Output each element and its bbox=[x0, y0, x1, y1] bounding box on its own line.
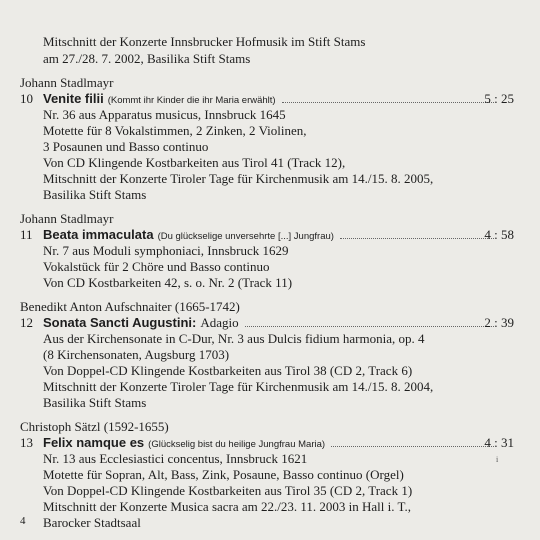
detail-line: Barocker Stadtsaal bbox=[43, 515, 141, 530]
detail-line: Mitschnitt der Konzerte Musica sacra am 22./23. 11. 2003 in Hall i. T., bbox=[43, 499, 412, 514]
dot-leader bbox=[245, 326, 494, 327]
track-duration: 4 : 58 bbox=[484, 227, 514, 242]
page-number: 4 bbox=[20, 515, 26, 527]
track-number: 10 bbox=[20, 91, 33, 106]
track-title-row bbox=[0, 315, 540, 331]
track-title: Venite filii bbox=[43, 91, 104, 106]
detail-line: Motette für Sopran, Alt, Bass, Zink, Posaune, Basso continuo (Orgel) bbox=[43, 467, 404, 482]
track-duration: 4 : 31 bbox=[484, 435, 514, 450]
detail-line: Vokalstück für 2 Chöre und Basso continuo bbox=[43, 259, 270, 274]
track-title-row bbox=[0, 435, 540, 451]
detail-line: Nr. 13 aus Ecclesiastici concentus, Innsbruck 1621 bbox=[43, 451, 308, 466]
track-title-row bbox=[0, 91, 540, 107]
track-subtitle: (Glückselig bist du heilige Jungfrau Maria) bbox=[148, 439, 326, 450]
track-subtitle: (Kommt ihr Kinder die ihr Maria erwählt) bbox=[107, 95, 276, 106]
track-duration: 2 : 39 bbox=[484, 315, 514, 330]
track-subtitle: (Du glückselige unversehrte [...] Jungfrau) bbox=[157, 231, 334, 242]
dot-leader bbox=[331, 446, 494, 447]
track-title-row bbox=[0, 227, 540, 243]
track-subtitle: Adagio bbox=[200, 315, 239, 330]
detail-line: (8 Kirchensonaten, Augsburg 1703) bbox=[43, 347, 230, 362]
detail-line: Von CD Klingende Kostbarkeiten aus Tirol 41 (Track 12), bbox=[43, 155, 346, 170]
detail-line: Von CD Kostbarkeiten 42, s. o. Nr. 2 (Track 11) bbox=[43, 275, 293, 290]
detail-line: Motette für 8 Vokalstimmen, 2 Zinken, 2 Violinen, bbox=[43, 123, 307, 138]
margin-mark: i bbox=[496, 455, 499, 464]
detail-line: Mitschnitt der Konzerte Tiroler Tage für Kirchenmusik am 14./15. 8. 2004, bbox=[43, 379, 434, 394]
detail-line: Von Doppel-CD Klingende Kostbarkeiten aus Tirol 38 (CD 2, Track 6) bbox=[43, 363, 413, 378]
track-duration: 5 : 25 bbox=[484, 91, 514, 106]
detail-line: Nr. 7 aus Moduli symphoniaci, Innsbruck 1629 bbox=[43, 243, 289, 258]
detail-line: 3 Posaunen und Basso continuo bbox=[43, 139, 209, 154]
composer: Benedikt Anton Aufschnaiter (1665-1742) bbox=[20, 299, 240, 314]
detail-line: Von Doppel-CD Klingende Kostbarkeiten aus Tirol 35 (CD 2, Track 1) bbox=[43, 483, 413, 498]
track-title: Sonata Sancti Augustini: bbox=[43, 315, 197, 330]
track-number: 12 bbox=[20, 315, 33, 330]
intro-line: am 27./28. 7. 2002, Basilika Stift Stams bbox=[43, 51, 251, 66]
track-number: 11 bbox=[20, 227, 33, 242]
detail-line: Basilika Stift Stams bbox=[43, 395, 147, 410]
intro-line: Mitschnitt der Konzerte Innsbrucker Hofmusik im Stift Stams bbox=[43, 34, 366, 49]
track-title: Felix namque es bbox=[43, 435, 145, 450]
composer: Christoph Sätzl (1592-1655) bbox=[20, 419, 169, 434]
detail-line: Basilika Stift Stams bbox=[43, 187, 147, 202]
dot-leader bbox=[282, 102, 494, 103]
composer: Johann Stadlmayr bbox=[20, 211, 114, 226]
dot-leader bbox=[340, 238, 494, 239]
track-title: Beata immaculata bbox=[43, 227, 154, 242]
composer: Johann Stadlmayr bbox=[20, 75, 114, 90]
detail-line: Nr. 36 aus Apparatus musicus, Innsbruck 1645 bbox=[43, 107, 286, 122]
detail-line: Aus der Kirchensonate in C-Dur, Nr. 3 aus Dulcis fidium harmonia, op. 4 bbox=[43, 331, 425, 346]
detail-line: Mitschnitt der Konzerte Tiroler Tage für Kirchenmusik am 14./15. 8. 2005, bbox=[43, 171, 434, 186]
track-number: 13 bbox=[20, 435, 33, 450]
